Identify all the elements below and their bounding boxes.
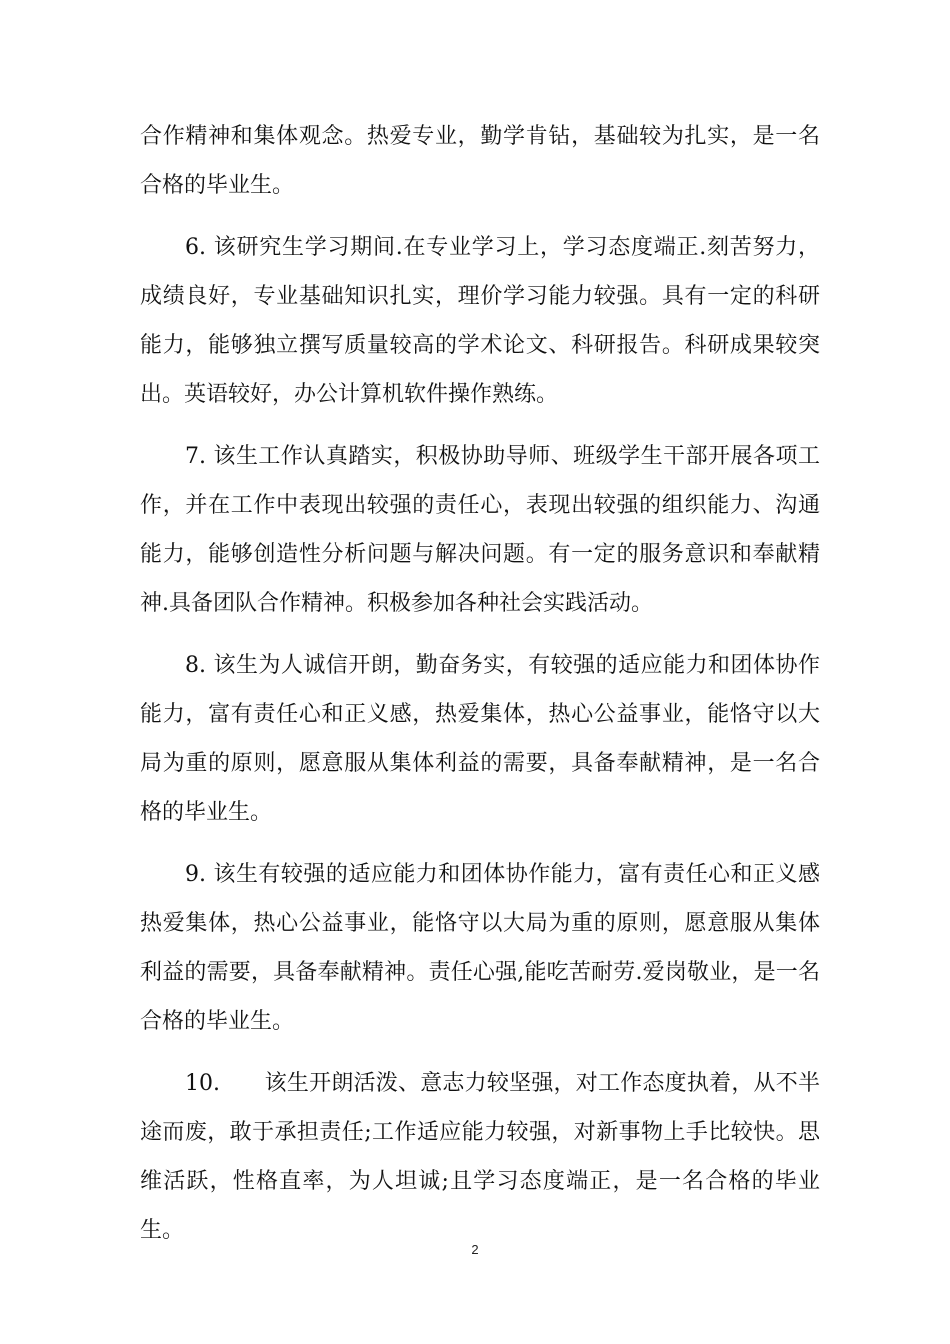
paragraph-continuation: 合作精神和集体观念。热爱专业，勤学肯钻，基础较为扎实，是一名合格的毕业生。 xyxy=(140,124,820,198)
paragraph-item-8: 8. 该生为人诚信开朗，勤奋务实，有较强的适应能力和团体协作能力，富有责任心和正义感，热爱集体，热心公益事业，能恪守以大局为重的原则，愿意服从集体利益的需要，具备奉献精神，是一名合格的毕业生。 xyxy=(140,653,820,825)
paragraph-item-9: 9. 该生有较强的适应能力和团体协作能力，富有责任心和正义感热爱集体，热心公益事业，能恪守以大局为重的原则，愿意服从集体利益的需要，具备奉献精神。责任心强,能吃苦耐劳.爱岗敬业，是一名合格的毕业生。 xyxy=(140,862,820,1034)
paragraph-item-7: 7. 该生工作认真踏实，积极协助导师、班级学生干部开展各项工作，并在工作中表现出较强的责任心，表现出较强的组织能力、沟通能力，能够创造性分析问题与解决问题。有一定的服务意识和奉献精神.具备团队合作精神。积极参加各种社会实践活动。 xyxy=(140,444,820,616)
paragraph-item-6: 6. 该研究生学习期间.在专业学习上，学习态度端正.刻苦努力，成绩良好，专业基础知识扎实，理价学习能力较强。具有一定的科研能力，能够独立撰写质量较高的学术论文、科研报告。科研成果较突出。英语较好，办公计算机软件操作熟练。 xyxy=(140,235,820,407)
page-number: 2 xyxy=(471,1242,479,1257)
paragraph-item-10: 10. 该生开朗活泼、意志力较坚强，对工作态度执着，从不半途而废，敢于承担责任;工作适应能力较强，对新事物上手比较快。思维活跃，性格直率，为人坦诚;且学习态度端正，是一名合格的毕业生。 xyxy=(140,1071,820,1243)
document-body xyxy=(140,112,820,1268)
